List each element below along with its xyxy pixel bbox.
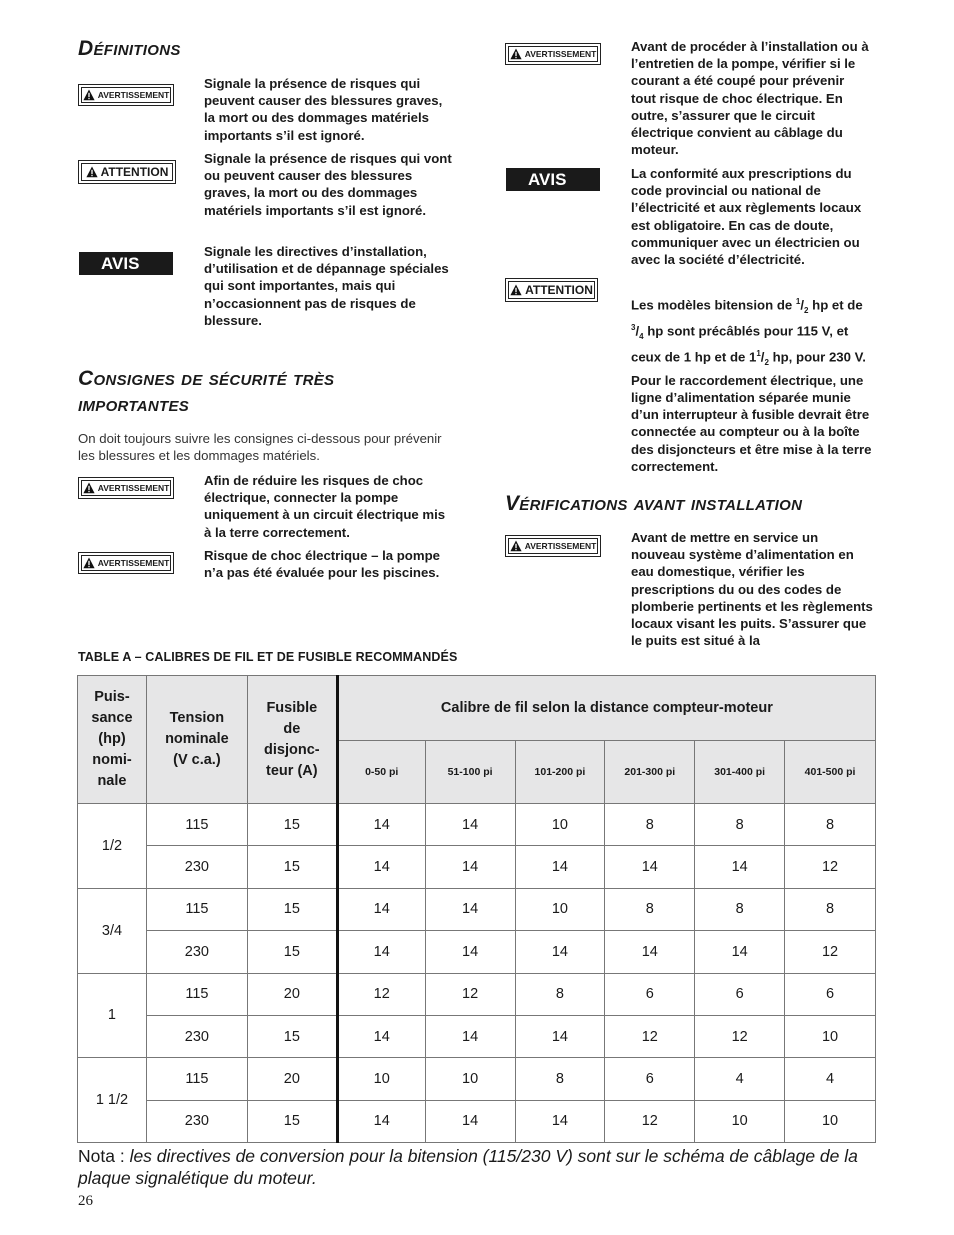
gauge-cell: 8: [605, 888, 695, 930]
fuse-cell: 15: [247, 846, 337, 888]
gauge-cell: 10: [785, 1100, 876, 1142]
gauge-cell: 8: [605, 804, 695, 846]
footnote: Nota : les directives de conversion pour la bitension (115/230 V) sont sur le schéma de câblage de la plaque signalétique du moteur.: [78, 1146, 858, 1188]
gauge-cell: 10: [425, 1058, 515, 1100]
hp-cell: 1/2: [78, 804, 147, 889]
code-compliance-text: La conformité aux prescriptions du code provincial ou national de l’électricité et aux règlements locaux est obligatoire. En cas de doute, communiquer avec un électricien ou avec la société d’électricité.: [631, 166, 862, 268]
gauge-cell: 14: [605, 846, 695, 888]
warning-triangle-icon: [83, 89, 95, 101]
caution-badge: ATTENTION: [78, 160, 176, 184]
definition-warning-text: Signale la présence de risques qui peuvent causer des blessures graves, la mort ou des dommages matériels importants s’il est ignoré.: [204, 76, 443, 143]
table-caption: TABLE A – CALIBRES DE FIL ET DE FUSIBLE RECOMMANDÉS: [78, 650, 458, 664]
definitions-heading: Définitions: [78, 37, 181, 60]
voltage-cell: 230: [146, 1100, 247, 1142]
gauge-cell: 6: [785, 973, 876, 1015]
header-distance: 0-50 pi: [337, 741, 425, 804]
gauge-cell: 14: [425, 1100, 515, 1142]
gauge-cell: 12: [785, 931, 876, 973]
gauge-cell: 8: [515, 973, 605, 1015]
gauge-cell: 12: [605, 1100, 695, 1142]
caution-badge: ATTENTION: [505, 278, 598, 302]
header-distance: 51-100 pi: [425, 741, 515, 804]
gauge-cell: 14: [515, 1015, 605, 1057]
gauge-cell: 14: [337, 1100, 425, 1142]
warning-badge: AVERTISSEMENT: [78, 477, 174, 499]
voltage-cell: 230: [146, 931, 247, 973]
table-row: [78, 846, 876, 888]
warning-triangle-icon: [510, 48, 522, 60]
header-distance: 101-200 pi: [515, 741, 605, 804]
safety-heading: Consignes de sécurité très importantes: [78, 367, 335, 416]
gauge-cell: 10: [515, 804, 605, 846]
wire-gauge-table: [77, 675, 876, 1143]
safety-intro: On doit toujours suivre les consignes ci-dessous pour prévenir les blessures et les dommages matériels.: [78, 431, 442, 464]
gauge-cell: 14: [515, 1100, 605, 1142]
header-distance: 301-400 pi: [695, 741, 785, 804]
gauge-cell: 14: [695, 846, 785, 888]
fuse-cell: 20: [247, 973, 337, 1015]
gauge-cell: 14: [515, 846, 605, 888]
warning-triangle-icon: [510, 540, 522, 552]
gauge-cell: 10: [337, 1058, 425, 1100]
notice-badge: AVIS: [506, 168, 600, 191]
gauge-cell: 14: [337, 931, 425, 973]
gauge-cell: 8: [785, 888, 876, 930]
gauge-cell: 14: [425, 846, 515, 888]
voltage-cell: 230: [146, 1015, 247, 1057]
safety-item-pools: Risque de choc électrique – la pompe n’a pas été évaluée pour les piscines.: [204, 548, 440, 581]
power-off-warning-text: Avant de procéder à l’installation ou à l’entretien de la pompe, vérifier si le courant a été coupé pour prévenir tout risque de choc électrique. En outre, s’assurer que le circuit électrique convient au câblage du moteur.: [631, 39, 869, 158]
gauge-cell: 14: [515, 931, 605, 973]
verification-heading: Vérifications avant installation: [505, 492, 803, 515]
warning-badge: AVERTISSEMENT: [78, 84, 174, 106]
gauge-cell: 8: [785, 804, 876, 846]
table-row: [78, 1100, 876, 1142]
gauge-cell: 8: [515, 1058, 605, 1100]
warning-triangle-icon: [83, 557, 95, 569]
gauge-cell: 8: [695, 888, 785, 930]
gauge-cell: 14: [337, 804, 425, 846]
gauge-cell: 12: [425, 973, 515, 1015]
warning-triangle-icon: [510, 284, 522, 296]
table-row: [78, 973, 876, 1015]
gauge-cell: 14: [425, 804, 515, 846]
fuse-cell: 20: [247, 1058, 337, 1100]
fuse-cell: 15: [247, 931, 337, 973]
gauge-cell: 4: [695, 1058, 785, 1100]
voltage-cell: 115: [146, 804, 247, 846]
table-row: [78, 1015, 876, 1057]
gauge-cell: 12: [337, 973, 425, 1015]
gauge-cell: 4: [785, 1058, 876, 1100]
voltage-cell: 115: [146, 973, 247, 1015]
fuse-cell: 15: [247, 888, 337, 930]
gauge-cell: 8: [695, 804, 785, 846]
warning-badge: AVERTISSEMENT: [505, 535, 601, 557]
fuse-cell: 15: [247, 1015, 337, 1057]
dual-voltage-text: Les modèles bitension de $^1/_2$ hp et de $^3/_4$ hp sont précâblés pour 115 V, et ceux de 1 hp et de $1^1/_2$ hp, pour 230 V. Pour le raccordement électrique, une ligne d’alimentation séparée munie d’un interrupteur à fusible devrait être connectée au compteur ou à la boîte des disjoncteurs et être mise à la terre correctement.: [631, 297, 872, 474]
page-number: 26: [78, 1193, 93, 1209]
safety-item-ground: Afin de réduire les risques de choc électrique, connecter la pompe uniquement à un circuit électrique mis à la terre correctement.: [204, 473, 446, 540]
gauge-cell: 14: [425, 1015, 515, 1057]
header-distance: 401-500 pi: [785, 741, 876, 804]
gauge-cell: 6: [605, 973, 695, 1015]
header-voltage: Tension nominale (V c.a.): [146, 676, 247, 804]
hp-cell: 3/4: [78, 888, 147, 973]
header-hp: Puis- sance (hp) nomi- nale: [78, 676, 147, 804]
warning-badge: AVERTISSEMENT: [505, 43, 601, 65]
gauge-cell: 10: [695, 1100, 785, 1142]
gauge-cell: 10: [785, 1015, 876, 1057]
gauge-cell: 14: [695, 931, 785, 973]
table-row: [78, 1058, 876, 1100]
gauge-cell: 14: [337, 1015, 425, 1057]
table-row: [78, 804, 876, 846]
voltage-cell: 115: [146, 888, 247, 930]
notice-badge: AVIS: [79, 252, 173, 275]
warning-triangle-icon: [83, 482, 95, 494]
gauge-cell: 14: [337, 888, 425, 930]
gauge-cell: 14: [605, 931, 695, 973]
header-fuse: Fusible de disjonc- teur (A): [247, 676, 337, 804]
gauge-cell: 6: [695, 973, 785, 1015]
gauge-cell: 10: [515, 888, 605, 930]
voltage-cell: 230: [146, 846, 247, 888]
hp-cell: 1 1/2: [78, 1058, 147, 1143]
warning-triangle-icon: [86, 166, 98, 178]
warning-badge: AVERTISSEMENT: [78, 552, 174, 574]
gauge-cell: 14: [337, 846, 425, 888]
hp-cell: 1: [78, 973, 147, 1058]
gauge-cell: 6: [605, 1058, 695, 1100]
gauge-cell: 14: [425, 931, 515, 973]
gauge-cell: 12: [605, 1015, 695, 1057]
table-row: [78, 888, 876, 930]
definition-notice-text: Signale les directives d’installation, d’utilisation et de dépannage spéciales qui sont importantes, mais qui n’occasionnent pas de risques de blessure.: [204, 244, 449, 328]
fuse-cell: 15: [247, 804, 337, 846]
fuse-cell: 15: [247, 1100, 337, 1142]
header-distance: 201-300 pi: [605, 741, 695, 804]
definition-caution-text: Signale la présence de risques qui vont ou peuvent causer des blessures graves, la mort ou des dommages matériels importants s’il est ignoré.: [204, 151, 452, 218]
gauge-cell: 12: [785, 846, 876, 888]
voltage-cell: 115: [146, 1058, 247, 1100]
table-row: [78, 931, 876, 973]
verification-text: Avant de mettre en service un nouveau système d’alimentation en eau domestique, vérifier les prescriptions du ou des codes de plomberie pertinents et les règlements locaux visant les puits. S’assurer que le puits est situé à la: [631, 530, 873, 649]
header-gauge: Calibre de fil selon la distance compteur-moteur: [337, 676, 875, 741]
gauge-cell: 14: [425, 888, 515, 930]
gauge-cell: 12: [695, 1015, 785, 1057]
